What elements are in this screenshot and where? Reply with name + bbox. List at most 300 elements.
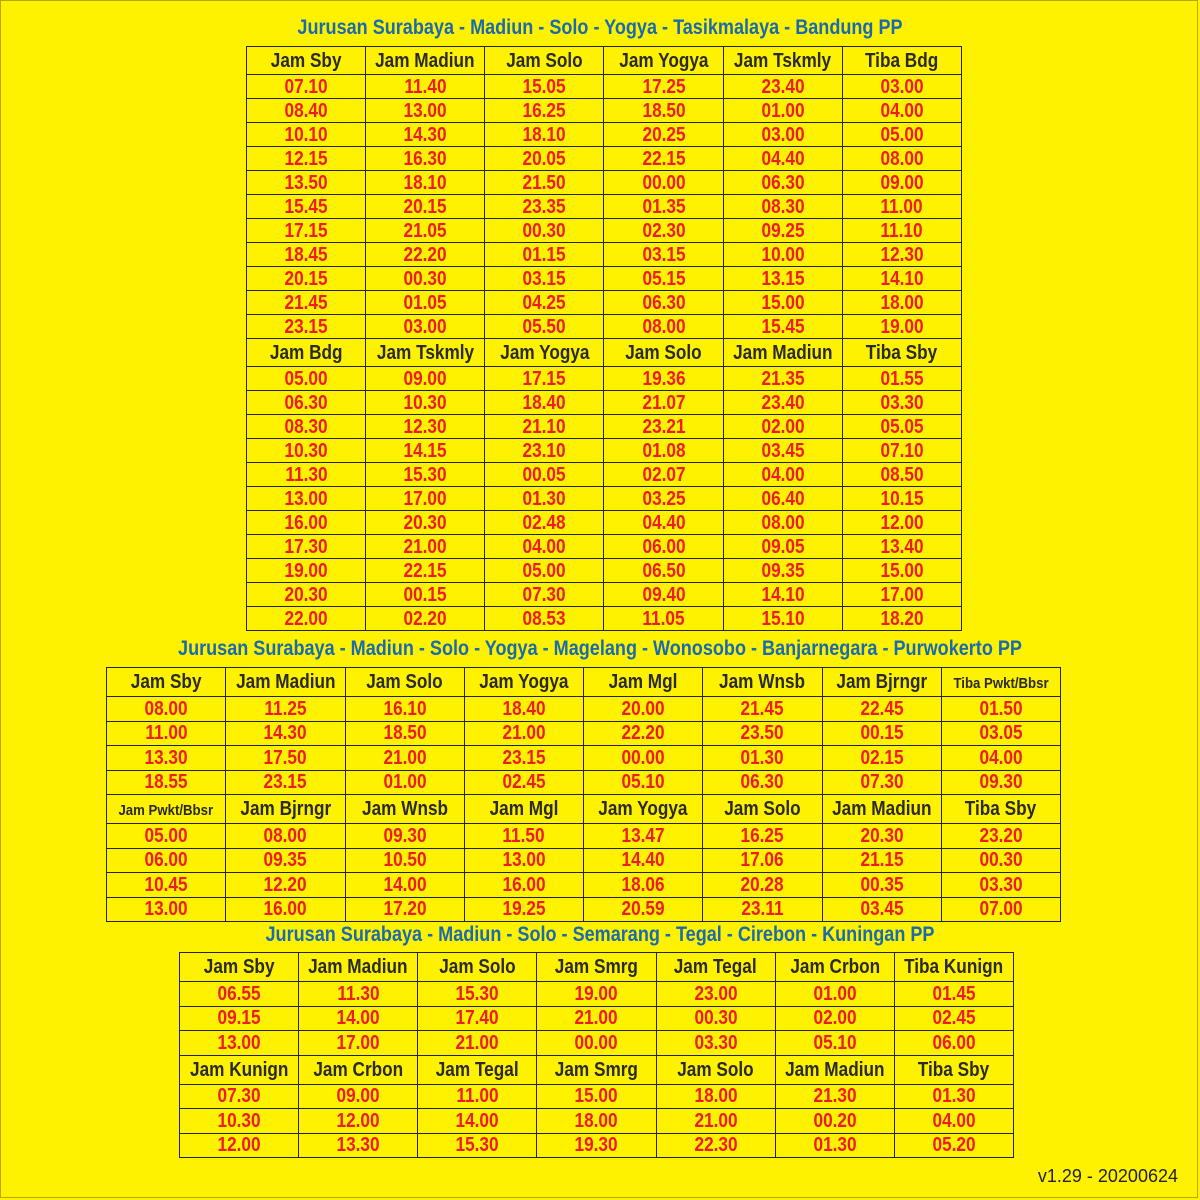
column-header: Jam Tegal — [418, 1055, 537, 1084]
departure-time-cell: 21.00 — [418, 1031, 537, 1056]
departure-time-cell: 13.50 — [247, 171, 366, 195]
departure-time-cell: 20.15 — [366, 195, 485, 219]
departure-time-cell: 17.00 — [842, 583, 961, 607]
departure-time-cell: 08.53 — [485, 607, 604, 631]
header-row — [247, 47, 962, 75]
departure-time-cell: 12.15 — [247, 147, 366, 171]
column-header: Jam Solo — [418, 953, 537, 982]
departure-time-cell: 20.05 — [485, 147, 604, 171]
route-title-purwokerto: Jurusan Surabaya - Madiun - Solo - Yogya - Magelang - Wonosobo - Banjarnegara - Purwokerto PP — [178, 637, 1022, 660]
departure-time-cell: 18.50 — [604, 99, 723, 123]
departure-time-cell: 01.05 — [366, 291, 485, 315]
departure-time-cell: 22.00 — [247, 607, 366, 631]
departure-time-cell: 23.40 — [723, 391, 842, 415]
departure-time-cell: 05.05 — [842, 415, 961, 439]
departure-time-cell: 18.45 — [247, 243, 366, 267]
departure-time-cell: 12.30 — [842, 243, 961, 267]
table-row — [107, 897, 1061, 922]
departure-time-cell: 00.15 — [366, 583, 485, 607]
departure-time-cell: 05.00 — [842, 123, 961, 147]
route-title-bandung: Jurusan Surabaya - Madiun - Solo - Yogya - Tasikmalaya - Bandung PP — [297, 16, 903, 39]
departure-time-cell: 18.10 — [485, 123, 604, 147]
departure-time-cell: 17.40 — [418, 1006, 537, 1031]
departure-time-cell: 23.10 — [485, 439, 604, 463]
departure-time-cell: 09.15 — [180, 1006, 299, 1031]
departure-time-cell: 19.30 — [537, 1133, 656, 1158]
departure-time-cell: 17.00 — [299, 1031, 418, 1056]
table-row — [247, 147, 962, 171]
departure-time-cell: 00.00 — [584, 746, 703, 771]
column-header: Jam Wnsb — [345, 795, 464, 824]
departure-time-cell: 05.20 — [894, 1133, 1013, 1158]
column-header: Jam Solo — [604, 339, 723, 367]
departure-time-cell: 01.30 — [703, 746, 822, 771]
departure-time-cell: 11.30 — [299, 982, 418, 1007]
departure-time-cell: 16.00 — [226, 897, 345, 922]
departure-time-cell: 02.00 — [775, 1006, 894, 1031]
column-header: Jam Smrg — [537, 953, 656, 982]
departure-time-cell: 03.45 — [822, 897, 941, 922]
departure-time-cell: 21.05 — [366, 219, 485, 243]
departure-time-cell: 17.50 — [226, 746, 345, 771]
header-row — [180, 953, 1014, 982]
departure-time-cell: 17.15 — [485, 367, 604, 391]
departure-time-cell: 04.00 — [894, 1109, 1013, 1134]
column-header: Jam Madiun — [299, 953, 418, 982]
departure-time-cell: 22.20 — [366, 243, 485, 267]
departure-time-cell: 19.25 — [464, 897, 583, 922]
departure-time-cell: 05.10 — [775, 1031, 894, 1056]
departure-time-cell: 17.20 — [345, 897, 464, 922]
column-header: Jam Tskmly — [366, 339, 485, 367]
departure-time-cell: 23.50 — [703, 721, 822, 746]
departure-time-cell: 18.10 — [366, 171, 485, 195]
departure-time-cell: 21.15 — [822, 848, 941, 873]
departure-time-cell: 21.00 — [345, 746, 464, 771]
departure-time-cell: 01.30 — [485, 487, 604, 511]
table-row — [247, 75, 962, 99]
table-row — [247, 171, 962, 195]
table-row — [247, 315, 962, 339]
column-header: Jam Bjrngr — [226, 795, 345, 824]
table-row — [107, 697, 1061, 722]
table-row — [107, 770, 1061, 795]
departure-time-cell: 00.30 — [485, 219, 604, 243]
column-header: Jam Sby — [107, 668, 226, 697]
departure-time-cell: 00.00 — [537, 1031, 656, 1056]
table-row — [247, 487, 962, 511]
table-row — [247, 535, 962, 559]
departure-time-cell: 03.00 — [366, 315, 485, 339]
departure-time-cell: 08.40 — [247, 99, 366, 123]
departure-time-cell: 01.30 — [775, 1133, 894, 1158]
departure-time-cell: 23.15 — [247, 315, 366, 339]
departure-time-cell: 06.30 — [703, 770, 822, 795]
departure-time-cell: 00.30 — [941, 848, 1060, 873]
version-label: v1.29 - 20200624 — [1037, 1166, 1178, 1186]
departure-time-cell: 21.45 — [247, 291, 366, 315]
departure-time-cell: 00.05 — [485, 463, 604, 487]
departure-time-cell: 06.55 — [180, 982, 299, 1007]
departure-time-cell: 15.45 — [723, 315, 842, 339]
departure-time-cell: 23.35 — [485, 195, 604, 219]
departure-time-cell: 14.10 — [842, 267, 961, 291]
departure-time-cell: 06.00 — [107, 848, 226, 873]
route-title-kuningan: Jurusan Surabaya - Madiun - Solo - Semarang - Tegal - Cirebon - Kuningan PP — [265, 923, 935, 946]
departure-time-cell: 00.00 — [604, 171, 723, 195]
departure-time-cell: 14.00 — [299, 1006, 418, 1031]
column-header: Jam Pwkt/Bbsr — [107, 795, 226, 824]
departure-time-cell: 15.00 — [537, 1084, 656, 1109]
departure-time-cell: 12.20 — [226, 873, 345, 898]
column-header: Jam Mgl — [584, 668, 703, 697]
departure-time-cell: 20.59 — [584, 897, 703, 922]
departure-time-cell: 20.30 — [247, 583, 366, 607]
column-header: Jam Wnsb — [703, 668, 822, 697]
departure-time-cell: 05.00 — [485, 559, 604, 583]
header-row — [180, 1055, 1014, 1084]
departure-time-cell: 03.05 — [941, 721, 1060, 746]
departure-time-cell: 18.20 — [842, 607, 961, 631]
table-row — [247, 607, 962, 631]
column-header: Jam Mgl — [464, 795, 583, 824]
departure-time-cell: 07.30 — [822, 770, 941, 795]
departure-time-cell: 08.00 — [842, 147, 961, 171]
column-header: Tiba Sby — [941, 795, 1060, 824]
departure-time-cell: 02.15 — [822, 746, 941, 771]
column-header: Jam Sby — [180, 953, 299, 982]
departure-time-cell: 21.30 — [775, 1084, 894, 1109]
departure-time-cell: 15.10 — [723, 607, 842, 631]
departure-time-cell: 01.50 — [941, 697, 1060, 722]
column-header: Tiba Pwkt/Bbsr — [941, 668, 1060, 697]
departure-time-cell: 01.45 — [894, 982, 1013, 1007]
departure-time-cell: 13.47 — [584, 824, 703, 849]
table-row — [247, 439, 962, 463]
departure-time-cell: 21.50 — [485, 171, 604, 195]
departure-time-cell: 05.00 — [107, 824, 226, 849]
departure-time-cell: 02.00 — [723, 415, 842, 439]
table-row — [247, 511, 962, 535]
departure-time-cell: 02.20 — [366, 607, 485, 631]
departure-time-cell: 22.15 — [604, 147, 723, 171]
departure-time-cell: 17.06 — [703, 848, 822, 873]
departure-time-cell: 09.00 — [366, 367, 485, 391]
table-row — [180, 1031, 1014, 1056]
departure-time-cell: 04.25 — [485, 291, 604, 315]
departure-time-cell: 02.45 — [464, 770, 583, 795]
column-header: Jam Madiun — [723, 339, 842, 367]
departure-time-cell: 15.00 — [723, 291, 842, 315]
schedule-table-bandung — [246, 46, 962, 631]
departure-time-cell: 17.25 — [604, 75, 723, 99]
column-header: Tiba Sby — [842, 339, 961, 367]
departure-time-cell: 23.20 — [941, 824, 1060, 849]
departure-time-cell: 10.00 — [723, 243, 842, 267]
departure-time-cell: 11.25 — [226, 697, 345, 722]
departure-time-cell: 02.45 — [894, 1006, 1013, 1031]
departure-time-cell: 17.15 — [247, 219, 366, 243]
departure-time-cell: 11.05 — [604, 607, 723, 631]
departure-time-cell: 19.00 — [842, 315, 961, 339]
departure-time-cell: 10.50 — [345, 848, 464, 873]
column-header: Jam Sby — [247, 47, 366, 75]
column-header: Jam Yogya — [464, 668, 583, 697]
departure-time-cell: 09.40 — [604, 583, 723, 607]
departure-time-cell: 19.00 — [537, 982, 656, 1007]
departure-time-cell: 00.20 — [775, 1109, 894, 1134]
departure-time-cell: 10.30 — [180, 1109, 299, 1134]
departure-time-cell: 04.00 — [941, 746, 1060, 771]
departure-time-cell: 23.21 — [604, 415, 723, 439]
column-header: Jam Madiun — [822, 795, 941, 824]
departure-time-cell: 03.45 — [723, 439, 842, 463]
departure-time-cell: 19.36 — [604, 367, 723, 391]
table-row — [247, 559, 962, 583]
departure-time-cell: 07.30 — [485, 583, 604, 607]
departure-time-cell: 14.00 — [418, 1109, 537, 1134]
departure-time-cell: 12.00 — [842, 511, 961, 535]
column-header: Jam Yogya — [485, 339, 604, 367]
departure-time-cell: 05.15 — [604, 267, 723, 291]
departure-time-cell: 08.00 — [107, 697, 226, 722]
departure-time-cell: 00.30 — [366, 267, 485, 291]
departure-time-cell: 02.07 — [604, 463, 723, 487]
column-header: Jam Tskmly — [723, 47, 842, 75]
departure-time-cell: 13.30 — [107, 746, 226, 771]
departure-time-cell: 21.35 — [723, 367, 842, 391]
departure-time-cell: 22.45 — [822, 697, 941, 722]
table-row — [247, 219, 962, 243]
departure-time-cell: 09.30 — [941, 770, 1060, 795]
departure-time-cell: 13.15 — [723, 267, 842, 291]
column-header: Jam Madiun — [775, 1055, 894, 1084]
departure-time-cell: 18.00 — [537, 1109, 656, 1134]
departure-time-cell: 21.00 — [464, 721, 583, 746]
column-header: Jam Bjrngr — [822, 668, 941, 697]
departure-time-cell: 10.10 — [247, 123, 366, 147]
table-row — [107, 746, 1061, 771]
table-row — [180, 1084, 1014, 1109]
column-header: Jam Solo — [345, 668, 464, 697]
departure-time-cell: 12.00 — [180, 1133, 299, 1158]
departure-time-cell: 16.25 — [703, 824, 822, 849]
departure-time-cell: 13.30 — [299, 1133, 418, 1158]
departure-time-cell: 04.00 — [485, 535, 604, 559]
departure-time-cell: 14.10 — [723, 583, 842, 607]
departure-time-cell: 04.40 — [604, 511, 723, 535]
departure-time-cell: 06.30 — [604, 291, 723, 315]
column-header: Jam Smrg — [537, 1055, 656, 1084]
departure-time-cell: 15.30 — [366, 463, 485, 487]
departure-time-cell: 07.00 — [941, 897, 1060, 922]
departure-time-cell: 11.00 — [418, 1084, 537, 1109]
column-header: Jam Crbon — [299, 1055, 418, 1084]
header-row — [247, 339, 962, 367]
departure-time-cell: 13.00 — [247, 487, 366, 511]
departure-time-cell: 03.30 — [842, 391, 961, 415]
table-row — [247, 415, 962, 439]
departure-time-cell: 07.10 — [842, 439, 961, 463]
column-header: Tiba Bdg — [842, 47, 961, 75]
column-header: Jam Solo — [656, 1055, 775, 1084]
departure-time-cell: 06.30 — [723, 171, 842, 195]
departure-time-cell: 03.15 — [485, 267, 604, 291]
departure-time-cell: 12.30 — [366, 415, 485, 439]
departure-time-cell: 20.28 — [703, 873, 822, 898]
departure-time-cell: 14.30 — [226, 721, 345, 746]
departure-time-cell: 23.00 — [656, 982, 775, 1007]
table-row — [247, 195, 962, 219]
departure-time-cell: 00.35 — [822, 873, 941, 898]
departure-time-cell: 18.40 — [464, 697, 583, 722]
table-row — [107, 848, 1061, 873]
table-row — [107, 721, 1061, 746]
column-header: Jam Bdg — [247, 339, 366, 367]
departure-time-cell: 15.00 — [842, 559, 961, 583]
departure-time-cell: 08.30 — [247, 415, 366, 439]
table-row — [247, 123, 962, 147]
departure-time-cell: 10.30 — [366, 391, 485, 415]
departure-time-cell: 18.06 — [584, 873, 703, 898]
departure-time-cell: 16.00 — [464, 873, 583, 898]
departure-time-cell: 06.00 — [894, 1031, 1013, 1056]
departure-time-cell: 22.30 — [656, 1133, 775, 1158]
table-row — [247, 391, 962, 415]
departure-time-cell: 04.00 — [842, 99, 961, 123]
table-row — [107, 824, 1061, 849]
departure-time-cell: 01.35 — [604, 195, 723, 219]
departure-time-cell: 08.30 — [723, 195, 842, 219]
departure-time-cell: 03.00 — [842, 75, 961, 99]
departure-time-cell: 13.00 — [107, 897, 226, 922]
departure-time-cell: 18.50 — [345, 721, 464, 746]
departure-time-cell: 23.15 — [226, 770, 345, 795]
departure-time-cell: 21.00 — [656, 1109, 775, 1134]
departure-time-cell: 15.30 — [418, 1133, 537, 1158]
departure-time-cell: 04.00 — [723, 463, 842, 487]
column-header: Jam Solo — [485, 47, 604, 75]
departure-time-cell: 15.05 — [485, 75, 604, 99]
departure-time-cell: 09.00 — [842, 171, 961, 195]
departure-time-cell: 18.55 — [107, 770, 226, 795]
column-header: Jam Solo — [703, 795, 822, 824]
departure-time-cell: 11.00 — [842, 195, 961, 219]
departure-time-cell: 09.05 — [723, 535, 842, 559]
departure-time-cell: 00.30 — [656, 1006, 775, 1031]
departure-time-cell: 00.15 — [822, 721, 941, 746]
column-header: Jam Crbon — [775, 953, 894, 982]
departure-time-cell: 18.40 — [485, 391, 604, 415]
column-header: Jam Madiun — [226, 668, 345, 697]
departure-time-cell: 03.25 — [604, 487, 723, 511]
header-row — [107, 668, 1061, 697]
departure-time-cell: 21.45 — [703, 697, 822, 722]
departure-time-cell: 20.30 — [822, 824, 941, 849]
departure-time-cell: 20.30 — [366, 511, 485, 535]
departure-time-cell: 06.30 — [247, 391, 366, 415]
schedule-table-purwokerto — [106, 667, 1061, 922]
departure-time-cell: 03.00 — [723, 123, 842, 147]
departure-time-cell: 07.10 — [247, 75, 366, 99]
departure-time-cell: 13.00 — [366, 99, 485, 123]
departure-time-cell: 21.00 — [537, 1006, 656, 1031]
departure-time-cell: 06.50 — [604, 559, 723, 583]
departure-time-cell: 19.00 — [247, 559, 366, 583]
departure-time-cell: 21.00 — [366, 535, 485, 559]
departure-time-cell: 05.10 — [584, 770, 703, 795]
departure-time-cell: 09.35 — [723, 559, 842, 583]
departure-time-cell: 10.15 — [842, 487, 961, 511]
departure-time-cell: 20.15 — [247, 267, 366, 291]
departure-time-cell: 03.15 — [604, 243, 723, 267]
departure-time-cell: 15.30 — [418, 982, 537, 1007]
column-header: Jam Yogya — [604, 47, 723, 75]
departure-time-cell: 01.55 — [842, 367, 961, 391]
column-header: Jam Yogya — [584, 795, 703, 824]
table-row — [247, 463, 962, 487]
departure-time-cell: 20.00 — [584, 697, 703, 722]
table-row — [180, 1133, 1014, 1158]
departure-time-cell: 20.25 — [604, 123, 723, 147]
departure-time-cell: 11.30 — [247, 463, 366, 487]
departure-time-cell: 01.00 — [345, 770, 464, 795]
departure-time-cell: 21.10 — [485, 415, 604, 439]
column-header: Jam Tegal — [656, 953, 775, 982]
departure-time-cell: 13.40 — [842, 535, 961, 559]
column-header: Jam Madiun — [366, 47, 485, 75]
departure-time-cell: 08.00 — [226, 824, 345, 849]
departure-time-cell: 01.15 — [485, 243, 604, 267]
header-row — [107, 795, 1061, 824]
departure-time-cell: 06.40 — [723, 487, 842, 511]
departure-time-cell: 14.30 — [366, 123, 485, 147]
departure-time-cell: 02.30 — [604, 219, 723, 243]
departure-time-cell: 17.00 — [366, 487, 485, 511]
departure-time-cell: 23.15 — [464, 746, 583, 771]
departure-time-cell: 22.20 — [584, 721, 703, 746]
departure-time-cell: 09.35 — [226, 848, 345, 873]
table-row — [247, 583, 962, 607]
departure-time-cell: 03.30 — [656, 1031, 775, 1056]
departure-time-cell: 18.00 — [842, 291, 961, 315]
departure-time-cell: 10.30 — [247, 439, 366, 463]
departure-time-cell: 01.00 — [723, 99, 842, 123]
departure-time-cell: 05.00 — [247, 367, 366, 391]
column-header: Tiba Sby — [894, 1055, 1013, 1084]
departure-time-cell: 16.10 — [345, 697, 464, 722]
departure-time-cell: 08.00 — [723, 511, 842, 535]
departure-time-cell: 11.10 — [842, 219, 961, 243]
departure-time-cell: 15.45 — [247, 195, 366, 219]
departure-time-cell: 09.00 — [299, 1084, 418, 1109]
table-row — [247, 291, 962, 315]
departure-time-cell: 23.40 — [723, 75, 842, 99]
departure-time-cell: 14.15 — [366, 439, 485, 463]
departure-time-cell: 16.30 — [366, 147, 485, 171]
departure-time-cell: 11.00 — [107, 721, 226, 746]
departure-time-cell: 01.00 — [775, 982, 894, 1007]
departure-time-cell: 13.00 — [180, 1031, 299, 1056]
departure-time-cell: 18.00 — [656, 1084, 775, 1109]
departure-time-cell: 08.50 — [842, 463, 961, 487]
departure-time-cell: 10.45 — [107, 873, 226, 898]
departure-time-cell: 13.00 — [464, 848, 583, 873]
departure-time-cell: 03.30 — [941, 873, 1060, 898]
departure-time-cell: 04.40 — [723, 147, 842, 171]
departure-time-cell: 05.50 — [485, 315, 604, 339]
departure-time-cell: 01.30 — [894, 1084, 1013, 1109]
